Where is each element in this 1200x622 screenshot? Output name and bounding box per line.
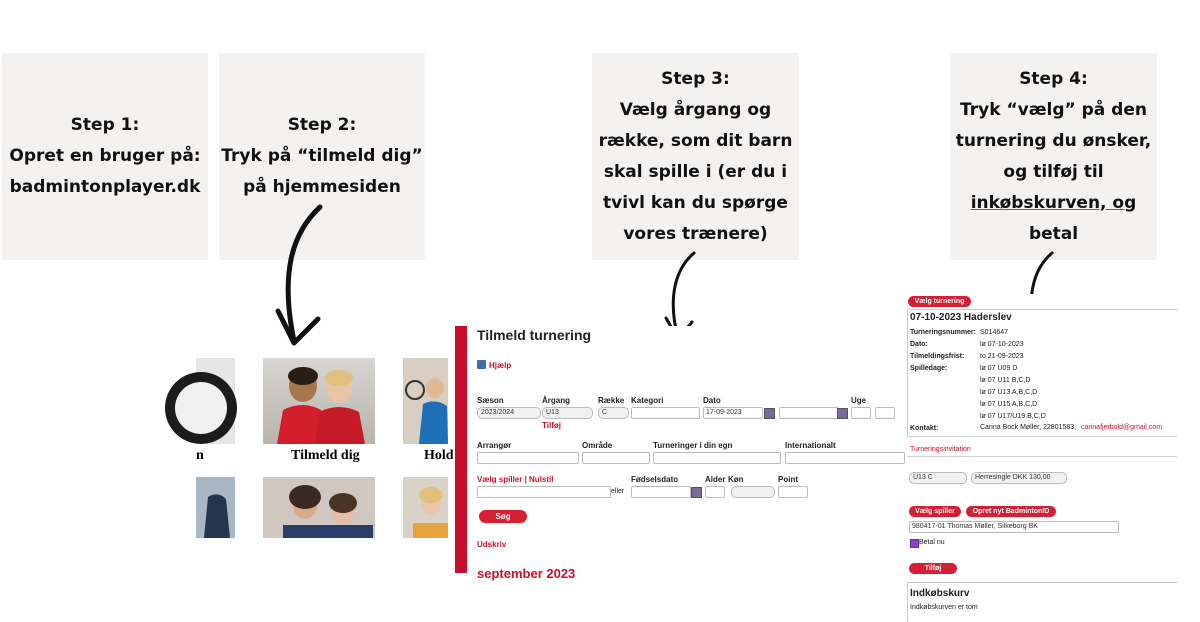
label-omraade: Område — [582, 441, 613, 450]
step-4-line: inkøbskurven, og — [970, 192, 1137, 213]
step-1-line: Opret en bruger på: — [9, 146, 201, 166]
photo-player-racket — [403, 358, 448, 444]
uge-to-input[interactable] — [875, 407, 895, 419]
label-dato: Dato — [703, 396, 721, 405]
row-value: S014647 — [980, 329, 1009, 336]
step-4-line: betal — [1028, 223, 1079, 244]
step-2-line: Step 2: — [287, 115, 357, 135]
step-3-line: skal spille i (er du i — [603, 161, 788, 182]
cart-title: Indkøbskurv — [910, 588, 970, 599]
label-egn: Turneringer i din egn — [653, 441, 733, 450]
row-value: lø 07 U09 D — [980, 365, 1018, 372]
kategori-input[interactable] — [631, 407, 700, 419]
step-3-line: Vælg årgang og — [619, 99, 772, 120]
tilmeld-turnering-form — [455, 326, 905, 581]
photo-girls-smiling — [263, 477, 375, 538]
help-link[interactable]: Hjælp — [489, 361, 512, 370]
turneringsinvitation-link[interactable]: Turneringsinvitation — [910, 446, 971, 453]
step-4-line: Step 4: — [1019, 68, 1088, 89]
kontakt-label: Kontakt: — [910, 425, 939, 432]
spilledag-item: lø 07 U17/U19 B,C,D — [980, 413, 1046, 420]
tournament-panel — [905, 294, 1177, 621]
koen-select[interactable] — [731, 486, 775, 498]
row-label: Turneringsnummer: — [910, 329, 976, 336]
step-3-line: tvivl kan du spørge — [603, 192, 788, 213]
label-international: Internationalt — [785, 441, 836, 450]
spilledag-item: lø 07 U11 B,C,D — [980, 377, 1031, 384]
betal-nu-checkbox[interactable] — [910, 539, 919, 548]
tilfoej-button[interactable]: Tilføj — [909, 563, 957, 574]
label-argang: Årgang — [542, 396, 570, 405]
label-uge: Uge — [851, 396, 867, 405]
calendar-icon[interactable] — [837, 408, 848, 419]
argang-select[interactable]: U13 — [542, 407, 593, 419]
discipline-select[interactable]: Herresingle DKK 130,00 — [971, 472, 1067, 484]
label-saeson: Sæson — [477, 396, 504, 405]
tournament-title: 07-10-2023 Haderslev — [910, 312, 1012, 323]
egn-input[interactable] — [653, 452, 781, 464]
step-2-line: på hjemmesiden — [243, 177, 401, 197]
photo-child-blond — [403, 477, 448, 538]
photo-kids-red-shirts[interactable] — [263, 358, 375, 444]
calendar-icon[interactable] — [764, 408, 775, 419]
soeg-button[interactable]: Søg — [479, 510, 527, 523]
tilmeld-dig-link[interactable]: Tilmeld dig — [291, 448, 360, 463]
row-label: Tilmeldingsfrist: — [910, 353, 965, 360]
calendar-icon[interactable] — [691, 487, 702, 498]
step-4-line: Tryk “vælg” på den — [960, 99, 1147, 120]
udskriv-link[interactable]: Udskriv — [477, 540, 507, 549]
red-side-bar — [455, 326, 467, 573]
label-eller: eller — [611, 488, 625, 495]
tilfoej-link[interactable]: Tilføj — [542, 421, 561, 430]
website-caption: Hold — [424, 448, 454, 463]
month-heading: september 2023 — [477, 566, 576, 581]
step-1-line: badmintonplayer.dk — [9, 177, 201, 197]
opret-badmintonid-button[interactable]: Opret nyt BadmintonID — [966, 506, 1056, 517]
raekke-select[interactable]: C — [598, 407, 629, 419]
row-value: lø 07-10-2023 — [980, 341, 1024, 348]
arrangoer-input[interactable] — [477, 452, 579, 464]
spilledag-item: lø 07 U15 A,B,C,D — [980, 401, 1038, 408]
step-1-line: Step 1: — [70, 115, 140, 135]
divider — [907, 456, 1177, 457]
help-icon[interactable] — [477, 360, 486, 369]
row-label: Dato: — [910, 341, 928, 348]
step-3-line: vores trænere) — [623, 223, 768, 244]
label-alder: Alder — [705, 475, 726, 484]
step-4-line: turnering du ønsker, — [955, 130, 1152, 151]
cart-empty-text: Indkøbskurven er tom — [910, 604, 978, 611]
arrow-step-2-icon — [272, 203, 342, 353]
row-label: Spilledage: — [910, 365, 948, 372]
vaelg-turnering-button[interactable]: Vælg turnering — [908, 296, 971, 307]
point-input[interactable] — [778, 486, 808, 498]
uge-from-input[interactable] — [851, 407, 871, 419]
label-arrangoer: Arrangør — [477, 441, 512, 450]
class-select[interactable]: U13 C — [909, 472, 967, 484]
alder-input[interactable] — [705, 486, 725, 498]
label-kategori: Kategori — [631, 396, 664, 405]
label-point: Point — [778, 475, 798, 484]
foedselsdato-input[interactable] — [631, 486, 691, 498]
step-3-box — [592, 53, 799, 260]
photo-badminton-court — [196, 358, 235, 444]
spilledag-item: lø 07 U13 A,B,C,D — [980, 389, 1038, 396]
international-input[interactable] — [785, 452, 905, 464]
saeson-select[interactable]: 2023/2024 — [477, 407, 541, 419]
divider — [907, 436, 1177, 437]
dato-to-input[interactable] — [779, 407, 839, 419]
label-raekke: Række — [598, 396, 625, 405]
player-field[interactable]: 980417-01 Thomas Møller, Silkeborg BK — [909, 521, 1119, 533]
kontakt-name: Carina Bock Møller, 22801583, — [980, 424, 1077, 431]
step-1-box — [2, 53, 208, 260]
label-foedselsdato: Fødselsdato — [631, 475, 679, 484]
step-4-line: og tilføj til — [1003, 161, 1104, 182]
betal-nu-label: Betal nu — [919, 539, 945, 546]
form-title: Tilmeld turnering — [477, 327, 592, 343]
photo-player-blue — [196, 477, 235, 538]
row-value: to 21-09-2023 — [980, 353, 1024, 360]
website-caption: n — [196, 448, 204, 463]
step-3-line: Step 3: — [661, 68, 730, 89]
vaelg-spiller-link[interactable]: Vælg spiller | Nulstil — [477, 475, 554, 484]
label-koen: Køn — [728, 475, 744, 484]
step-4-box — [950, 53, 1157, 260]
spiller-input[interactable] — [477, 486, 611, 498]
step-3-line: række, som dit barn — [598, 130, 793, 151]
step-2-line: Tryk på “tilmeld dig” — [221, 146, 423, 166]
vaelg-spiller-button[interactable]: Vælg spiller — [909, 506, 961, 517]
kontakt-email-link[interactable]: carinafjerbold@gmail.com — [1081, 424, 1163, 431]
omraade-input[interactable] — [582, 452, 650, 464]
dato-from-input[interactable]: 17-09-2023 — [703, 407, 763, 419]
